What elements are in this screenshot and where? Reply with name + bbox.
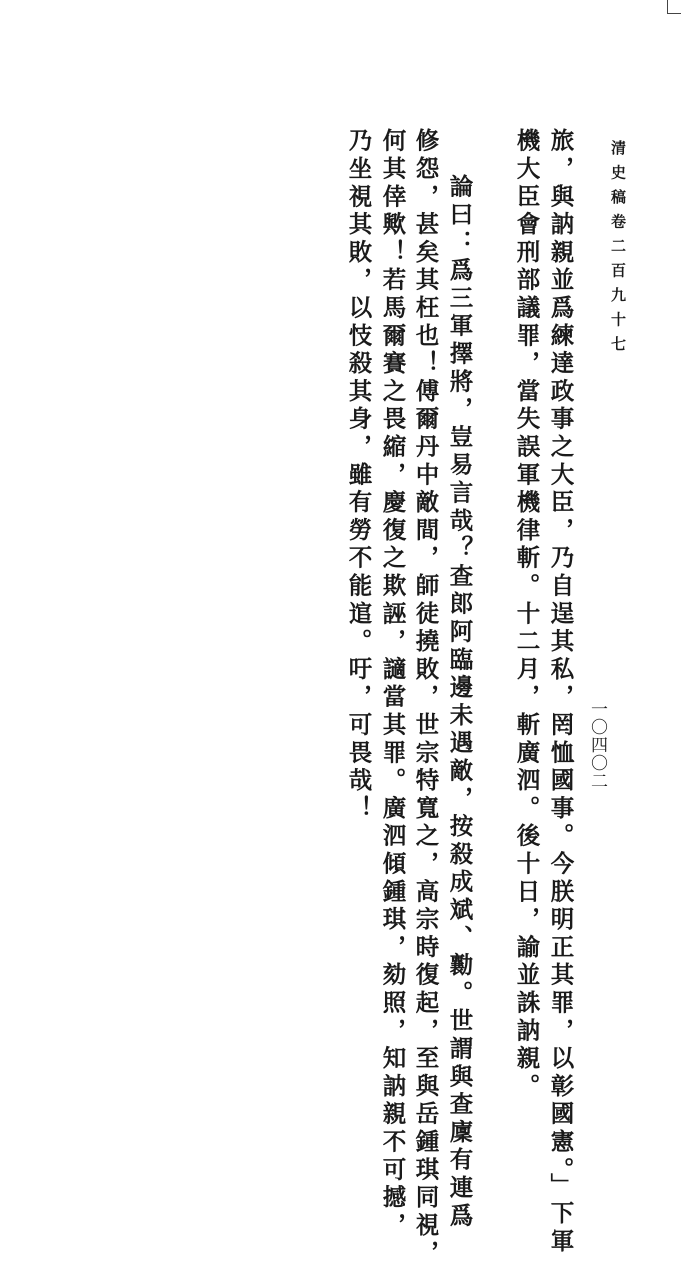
text-column-2: 機大臣會刑部議罪，當失誤軍機律斬。十二月，斬廣泗。後十日，諭並誅訥親。: [512, 128, 541, 1101]
page-corner-mark: [667, 0, 681, 14]
text-column-6: 乃坐視其敗，以忮殺其身，雖有勞不能逭。吁，可畏哉！: [344, 128, 373, 823]
running-header-title: 清史稿卷二百九十七: [609, 140, 627, 361]
text-column-5: 何其倖歟！若馬爾賽之畏縮，慶復之欺誣，讁當其罪。廣泗傾鍾琪，劾照，知訥親不可撼，: [378, 128, 407, 1240]
text-column-1: 旅，與訥親並爲練達政事之大臣，乃自逞其私，罔恤國事。今朕明正其罪，以彰國憲。」下軍: [546, 128, 575, 1257]
page-number: 一〇四〇二: [587, 700, 607, 790]
text-column-3-commentary-start: 論曰：爲三軍擇將，豈易言哉？查郎阿臨邊未遇敵，按殺成斌、勷。世謂與查廩有連爲: [445, 174, 474, 1231]
text-column-4: 修怨，甚矣其枉也！傅爾丹中敵間，師徒撓敗，世宗特寬之，高宗時復起，至與岳鍾琪同視，: [411, 128, 440, 1268]
